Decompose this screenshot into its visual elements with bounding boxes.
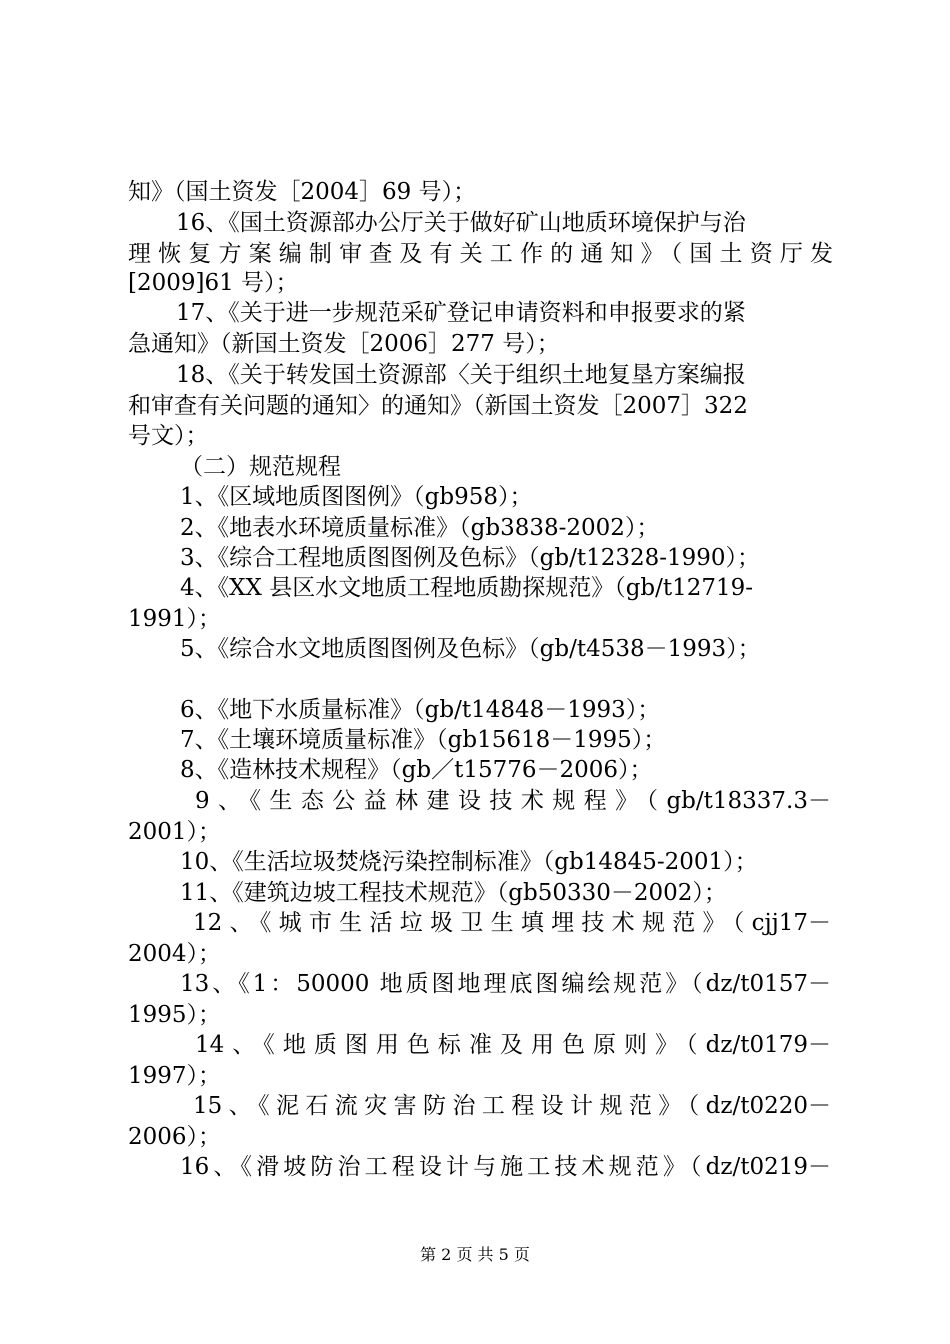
text-line: 1995）； xyxy=(128,1002,222,1028)
text-line: 10、《生活垃圾焚烧污染控制标准》（gb14845-2001）； xyxy=(180,849,758,875)
text-line: 理恢复方案编制审查及有关工作的通知》（国土资厅发 xyxy=(128,241,833,267)
text-line: 14、《地质图用色标准及用色原则》（dz/t0179－ xyxy=(195,1032,831,1058)
text-line: 和审查有关问题的通知〉的通知》（新国土资发［2007］322 xyxy=(128,393,748,419)
text-line: 2、《地表水环境质量标准》（gb3838-2002）； xyxy=(180,515,660,541)
text-line: 16、《滑坡防治工程设计与施工技术规范》（dz/t0219－ xyxy=(180,1154,831,1180)
text-line: 1991）； xyxy=(128,606,222,632)
text-line: 18、《关于转发国土资源部〈关于组织土地复垦方案编报 xyxy=(176,362,746,388)
text-line: 12、《城市生活垃圾卫生填埋技术规范》（cjj17－ xyxy=(193,910,831,936)
text-line: 2006）； xyxy=(128,1124,222,1150)
text-line: 11、《建筑边坡工程技术规范》（gb50330－2002）； xyxy=(180,880,727,906)
text-line: 16、《国土资源部办公厅关于做好矿山地质环境保护与治 xyxy=(176,210,746,236)
text-line: 17、《关于进一步规范采矿登记申请资料和申报要求的紧 xyxy=(176,300,746,326)
text-line: 急通知》（新国土资发［2006］277 号）； xyxy=(128,331,560,357)
text-line: 3、《综合工程地质图图例及色标》（gb/t12328-1990）； xyxy=(180,545,761,571)
section-heading: （二）规范规程 xyxy=(180,454,341,480)
text-line: 5、《综合水文地质图图例及色标》（gb/t4538－1993）； xyxy=(180,636,761,662)
page-footer: 第 2 页 共 5 页 xyxy=(420,1245,530,1264)
text-line: 1、《区域地质图图例》（gb958）； xyxy=(180,484,533,510)
text-line: 8、《造林技术规程》（gb／t15776－2006）； xyxy=(180,757,653,783)
text-line: 4、《XX 县区水文地质工程地质勘探规范》（gb/t12719- xyxy=(180,575,754,601)
text-line: 15、《泥石流灾害防治工程设计规范》（dz/t0220－ xyxy=(193,1093,831,1119)
text-line: 2004）； xyxy=(128,941,222,967)
text-line: 7、《土壤环境质量标准》（gb15618－1995）； xyxy=(180,727,667,753)
text-line: 号文）； xyxy=(128,423,209,449)
text-line: 1997）； xyxy=(128,1063,222,1089)
text-line: [2009]61 号）； xyxy=(128,270,299,296)
text-line: 知》（国土资发［2004］69 号）； xyxy=(128,179,477,205)
text-line: 9、《生态公益林建设技术规程》（gb/t18337.3－ xyxy=(195,788,831,814)
text-line: 2001）； xyxy=(128,819,222,845)
text-line: 6、《地下水质量标准》（gb/t14848－1993）； xyxy=(180,697,661,723)
text-line: 13、《1：50000 地质图地理底图编绘规范》（dz/t0157－ xyxy=(180,971,831,997)
